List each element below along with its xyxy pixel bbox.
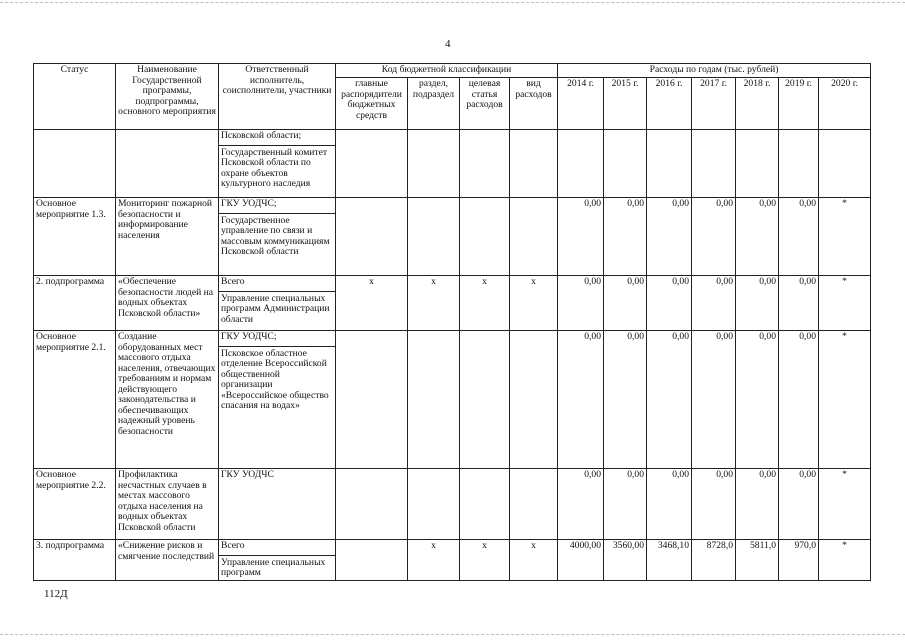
- responsible-entry: ГКУ УОДЧС;: [221, 331, 277, 342]
- row-value-2019: 0,00: [779, 276, 819, 331]
- row-grbs: [336, 469, 408, 540]
- row-value-2015: 3560,00: [604, 540, 647, 581]
- row-value-2016: 0,00: [647, 198, 692, 276]
- row-section: [408, 469, 460, 540]
- header-section: раздел, подраздел: [408, 78, 460, 130]
- row-value-2019: 970,0: [779, 540, 819, 581]
- header-target-article: целевая статья расходов: [460, 78, 510, 130]
- row-expense-type: х: [510, 276, 558, 331]
- responsible-entry: Всего: [221, 276, 245, 287]
- row-value-2014: 0,00: [558, 198, 604, 276]
- table-row: [34, 198, 871, 276]
- row-value-2019: [779, 130, 819, 198]
- row-section: х: [408, 276, 460, 331]
- header-grbs: главные распорядители бюджетных средств: [336, 78, 408, 130]
- responsible-entry: Управление специальных программ: [219, 555, 335, 579]
- row-value-2017: 8728,0: [692, 540, 736, 581]
- row-value-2016: 3468,10: [647, 540, 692, 581]
- row-status: 2. подпрограмма: [34, 276, 116, 331]
- row-grbs: х: [336, 276, 408, 331]
- row-responsible: [219, 331, 336, 469]
- row-name: Создание оборудованных мест массового отдыха населения, отвечающих требованиям и нормам действующего законодательства и обеспечивающих надежный уровень безопасности: [116, 331, 219, 469]
- row-value-2018: [736, 130, 779, 198]
- row-status: Основное мероприятие 2.2.: [34, 469, 116, 540]
- table-row: [34, 130, 871, 198]
- row-grbs: [336, 331, 408, 469]
- responsible-entry: Государственное управление по связи и массовым коммуникациям Псковской области: [219, 213, 335, 258]
- row-section: х: [408, 540, 460, 581]
- row-value-2018: 0,00: [736, 198, 779, 276]
- row-value-2014: 0,00: [558, 276, 604, 331]
- responsible-entry: Управление специальных программ Администрации области: [219, 291, 335, 326]
- header-year-2014: 2014 г.: [558, 78, 604, 130]
- row-grbs: [336, 198, 408, 276]
- row-value-2016: 0,00: [647, 331, 692, 469]
- row-status: Основное мероприятие 2.1.: [34, 331, 116, 469]
- row-value-2015: 0,00: [604, 198, 647, 276]
- header-expenses: Расходы по годам (тыс. рублей): [558, 64, 871, 78]
- footer-code: 112Д: [44, 588, 68, 600]
- row-value-2014: 4000,00: [558, 540, 604, 581]
- header-year-2018: 2018 г.: [736, 78, 779, 130]
- header-responsible: Ответственный исполнитель, соисполнители, участники: [219, 64, 336, 130]
- row-section: [408, 130, 460, 198]
- header-name: Наименование Государственной программы, подпрограммы, основного мероприятия: [116, 64, 219, 130]
- row-name: «Снижение рисков и смягчение последствий: [116, 540, 219, 581]
- row-value-2018: 0,00: [736, 331, 779, 469]
- responsible-entry: Псковской области;: [221, 130, 302, 141]
- row-value-2020: *: [819, 198, 871, 276]
- responsible-entry: Государственный комитет Псковской области по охране объектов культурного наследия: [219, 145, 335, 190]
- row-value-2020: *: [819, 540, 871, 581]
- row-section: [408, 331, 460, 469]
- row-name: [116, 130, 219, 198]
- row-responsible: [219, 469, 336, 540]
- row-expense-type: [510, 469, 558, 540]
- row-value-2018: 5811,0: [736, 540, 779, 581]
- row-value-2015: [604, 130, 647, 198]
- row-target-article: [460, 331, 510, 469]
- row-expense-type: х: [510, 540, 558, 581]
- row-target-article: х: [460, 540, 510, 581]
- table-row: [34, 469, 871, 540]
- row-value-2017: 0,00: [692, 198, 736, 276]
- row-name: Мониторинг пожарной безопасности и информирование населения: [116, 198, 219, 276]
- responsible-entry: Псковское областное отделение Всероссийской общественной организации «Всероссийское общество спасания на водах»: [219, 346, 335, 412]
- row-value-2016: 0,00: [647, 276, 692, 331]
- header-year-2017: 2017 г.: [692, 78, 736, 130]
- row-value-2017: 0,00: [692, 331, 736, 469]
- table-row: [34, 276, 871, 331]
- row-value-2018: 0,00: [736, 276, 779, 331]
- row-target-article: [460, 198, 510, 276]
- row-value-2017: [692, 130, 736, 198]
- header-status: Статус: [34, 64, 116, 130]
- row-expense-type: [510, 130, 558, 198]
- page-number: 4: [445, 38, 451, 50]
- row-value-2018: 0,00: [736, 469, 779, 540]
- row-value-2019: 0,00: [779, 331, 819, 469]
- row-value-2016: 0,00: [647, 469, 692, 540]
- row-value-2020: *: [819, 469, 871, 540]
- row-value-2014: 0,00: [558, 331, 604, 469]
- row-status: 3. подпрограмма: [34, 540, 116, 581]
- table-row: [34, 331, 871, 469]
- row-value-2014: 0,00: [558, 469, 604, 540]
- row-expense-type: [510, 198, 558, 276]
- row-name: «Обеспечение безопасности людей на водных объектах Псковской области»: [116, 276, 219, 331]
- scan-top-edge: [0, 2, 905, 3]
- header-year-2019: 2019 г.: [779, 78, 819, 130]
- header-year-2020: 2020 г.: [819, 78, 871, 130]
- responsible-entry: ГКУ УОДЧС;: [221, 198, 277, 209]
- row-expense-type: [510, 331, 558, 469]
- row-grbs: [336, 540, 408, 581]
- header-budget-code: Код бюджетной классификации: [336, 64, 558, 78]
- budget-table: [33, 63, 871, 581]
- header-expense-type: вид расходов: [510, 78, 558, 130]
- responsible-entry: ГКУ УОДЧС: [221, 469, 274, 480]
- header-year-2015: 2015 г.: [604, 78, 647, 130]
- row-target-article: х: [460, 276, 510, 331]
- row-value-2020: *: [819, 276, 871, 331]
- row-value-2015: 0,00: [604, 469, 647, 540]
- row-value-2017: 0,00: [692, 276, 736, 331]
- row-value-2015: 0,00: [604, 276, 647, 331]
- row-section: [408, 198, 460, 276]
- row-responsible: [219, 276, 336, 331]
- row-value-2019: 0,00: [779, 469, 819, 540]
- row-status: Основное мероприятие 1.3.: [34, 198, 116, 276]
- row-value-2020: [819, 130, 871, 198]
- row-responsible: [219, 130, 336, 198]
- row-value-2014: [558, 130, 604, 198]
- row-grbs: [336, 130, 408, 198]
- responsible-entry: Всего: [221, 540, 245, 551]
- scan-bottom-edge: [0, 634, 905, 635]
- row-name: Профилактика несчастных случаев в местах массового отдыха населения на водных объектах Псковской области: [116, 469, 219, 540]
- row-value-2020: *: [819, 331, 871, 469]
- row-value-2016: [647, 130, 692, 198]
- row-value-2017: 0,00: [692, 469, 736, 540]
- row-target-article: [460, 130, 510, 198]
- row-value-2015: 0,00: [604, 331, 647, 469]
- row-target-article: [460, 469, 510, 540]
- table-row: [34, 540, 871, 581]
- row-status: [34, 130, 116, 198]
- row-value-2019: 0,00: [779, 198, 819, 276]
- row-responsible: [219, 540, 336, 581]
- header-year-2016: 2016 г.: [647, 78, 692, 130]
- row-responsible: [219, 198, 336, 276]
